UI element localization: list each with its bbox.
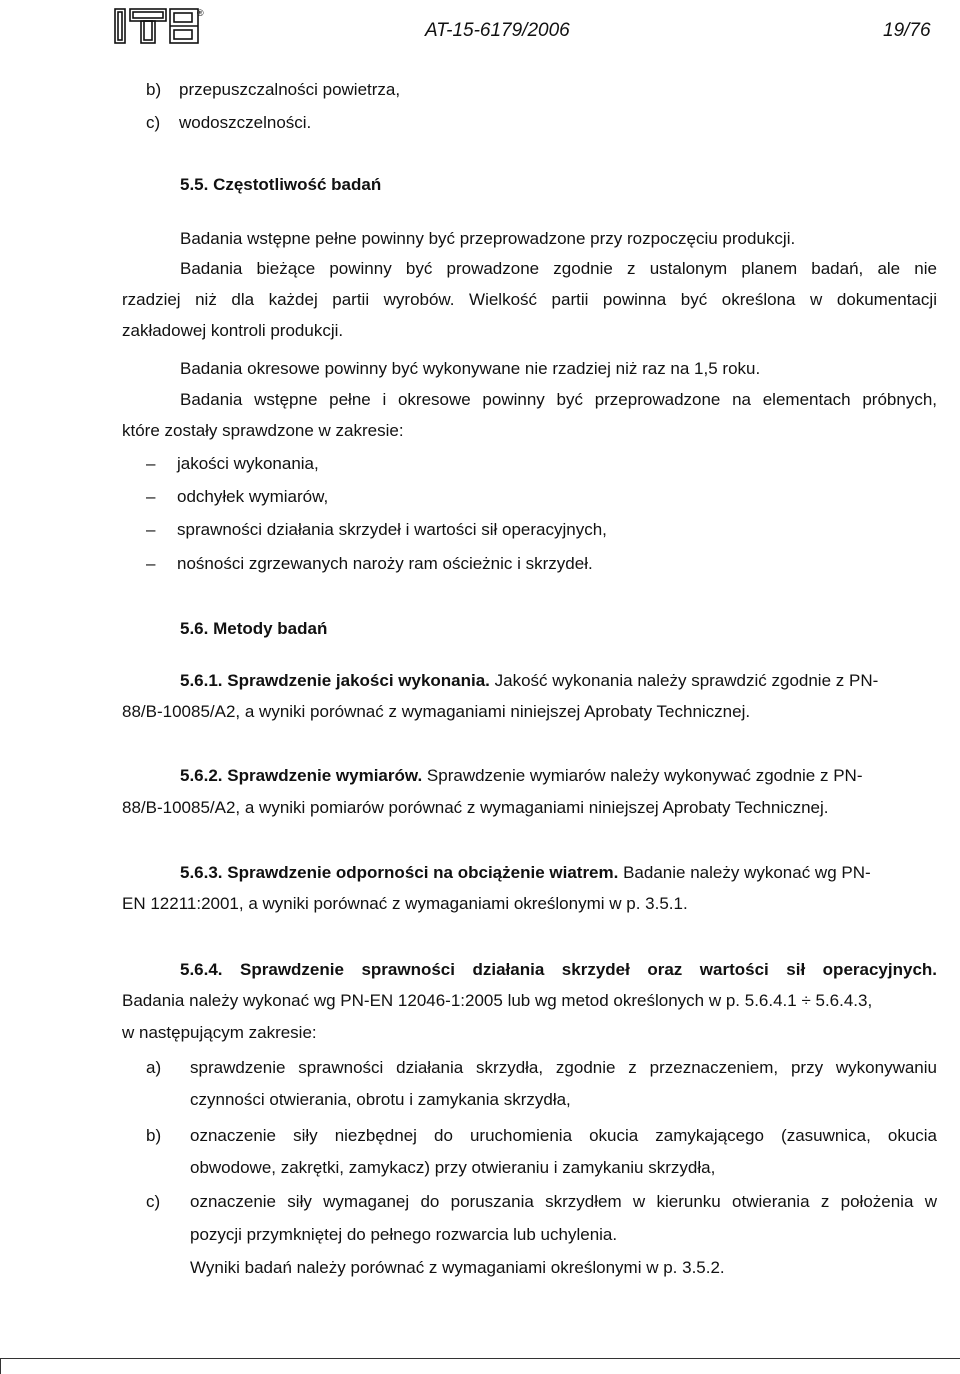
list-item-b-line: obwodowe, zakrętki, zamykacz) przy otwieraniu i zamykaniu skrzydła, — [190, 1158, 716, 1177]
paragraph: Badania wstępne pełne powinny być przeprowadzone przy rozpoczęciu produkcji. — [180, 229, 796, 248]
paragraph-line: EN 12211:2001, a wyniki porównać z wymaganiami określonymi w p. 3.5.1. — [122, 894, 688, 913]
subsection-5-6-3: 5.6.3. Sprawdzenie odporności na obciążenie wiatrem. Badanie należy wykonać wg PN- — [180, 863, 871, 882]
paragraph-line: 88/B-10085/A2, a wyniki porównać z wymaganiami niniejszej Aprobaty Technicznej. — [122, 702, 751, 721]
paragraph-line: które zostały sprawdzone w zakresie: — [122, 421, 404, 440]
paragraph-line: w następującym zakresie: — [122, 1023, 317, 1042]
list-item-a-line: czynności otwierania, obrotu i zamykania skrzydła, — [190, 1090, 571, 1109]
svg-text:®: ® — [197, 8, 204, 18]
paragraph: Badania okresowe powinny być wykonywane nie rzadziej niż raz na 1,5 roku. — [180, 359, 761, 378]
paragraph-line: Badania bieżące powinny być prowadzone zgodnie z ustalonym planem badań, ale nie — [180, 259, 937, 278]
dash-bullet: – — [146, 487, 156, 506]
dash-bullet: – — [146, 454, 156, 473]
list-label-a: a) — [146, 1058, 162, 1077]
paragraph-line: 88/B-10085/A2, a wyniki pomiarów porównać z wymaganiami niniejszej Aprobaty Technicznej. — [122, 798, 829, 817]
list-item-c-line: oznaczenie siły wymaganej do poruszania skrzydłem w kierunku otwierania z położenia w — [190, 1192, 937, 1211]
list-item-b: b) przepuszczalności powietrza, — [146, 80, 401, 99]
section-heading-5-6: 5.6. Metody badań — [180, 619, 328, 638]
page-number: 19/76 — [883, 20, 931, 41]
paragraph-line: rzadziej niż dla każdej partii wyrobów. Wielkość partii powinna być określona w dokumentacji — [122, 290, 937, 309]
footer-tick — [0, 1358, 1, 1374]
list-item-a-line: sprawdzenie sprawności działania skrzydła, zgodnie z przeznaczeniem, przy wykonywaniu — [190, 1058, 937, 1077]
list-item: nośności zgrzewanych naroży ram ościeżnic i skrzydeł. — [177, 554, 593, 573]
list-item-c: c) wodoszczelności. — [146, 113, 312, 132]
section-heading-5-5: 5.5. Częstotliwość badań — [180, 175, 382, 194]
paragraph: Wyniki badań należy porównać z wymaganiami określonymi w p. 3.5.2. — [190, 1258, 725, 1277]
list-item: odchyłek wymiarów, — [177, 487, 329, 506]
list-item-b-line: oznaczenie siły niezbędnej do uruchomienia okucia zamykającego (zasuwnica, okucia — [190, 1126, 937, 1145]
list-label-c: c) — [146, 1192, 161, 1211]
document-id: AT-15-6179/2006 — [425, 20, 570, 41]
paragraph-line: Badania wstępne pełne i okresowe powinny być przeprowadzone na elementach próbnych, — [180, 390, 937, 409]
list-item: jakości wykonania, — [177, 454, 319, 473]
subsection-5-6-1: 5.6.1. Sprawdzenie jakości wykonania. Jakość wykonania należy sprawdzić zgodnie z PN- — [180, 671, 879, 690]
footer-rule — [0, 1358, 960, 1359]
paragraph-line: Badania należy wykonać wg PN-EN 12046-1:2005 lub wg metod określonych w p. 5.6.4.1 ÷ 5.6.4.3, — [122, 991, 873, 1010]
list-item-c-line: pozycji przymkniętej do pełnego rozwarcia lub uchylenia. — [190, 1225, 618, 1244]
itb-logo-icon — [114, 6, 204, 46]
list-item: sprawności działania skrzydeł i wartości sił operacyjnych, — [177, 520, 607, 539]
dash-bullet: – — [146, 554, 156, 573]
dash-bullet: – — [146, 520, 156, 539]
subsection-5-6-4: 5.6.4. Sprawdzenie sprawności działania skrzydeł oraz wartości sił operacyjnych. — [180, 960, 937, 979]
paragraph-line: zakładowej kontroli produkcji. — [122, 321, 344, 340]
subsection-5-6-2: 5.6.2. Sprawdzenie wymiarów. Sprawdzenie wymiarów należy wykonywać zgodnie z PN- — [180, 766, 863, 785]
list-label-b: b) — [146, 1126, 162, 1145]
